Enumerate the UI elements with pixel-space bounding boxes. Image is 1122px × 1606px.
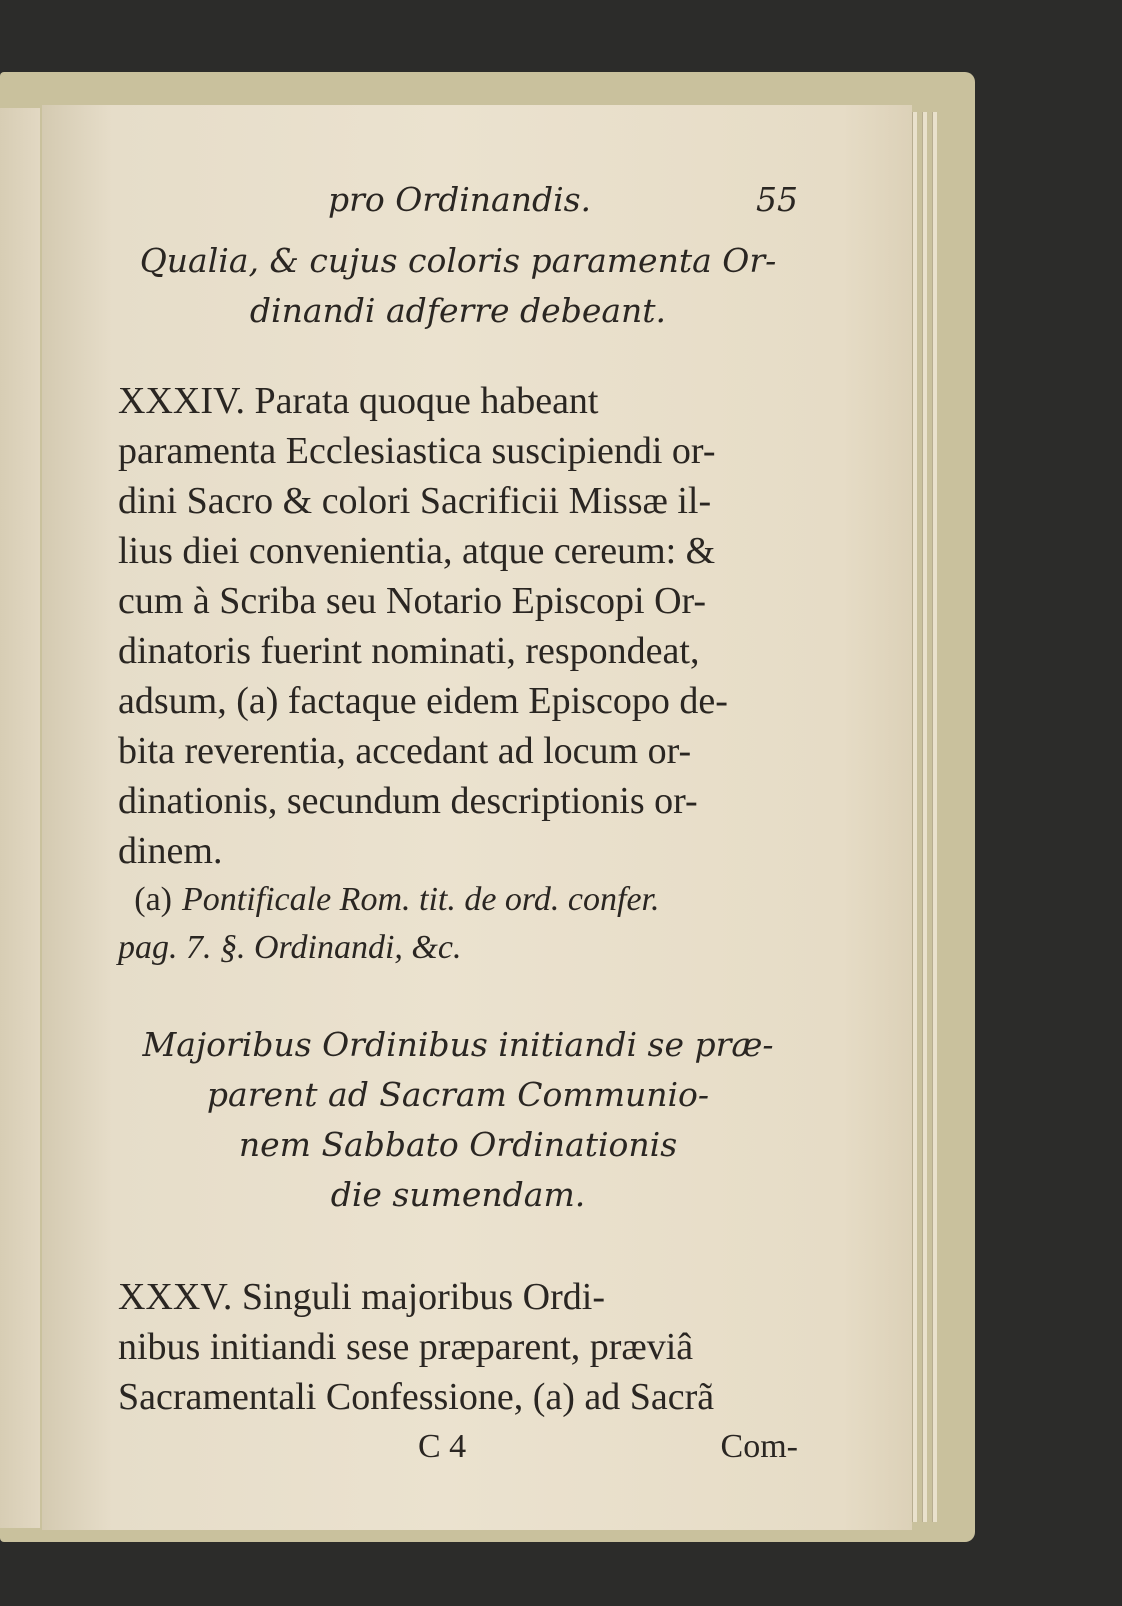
page-footer [118,1428,798,1478]
text-line: XXXIV. Parata quoque habeant [118,380,599,422]
text-line: lius diei convenientia, atque cereum: & [118,530,716,572]
heading-line: nem Sabbato Ordinationis [238,1125,678,1164]
page-edge-line [912,112,917,1522]
heading-line: parent ad Sacram Communio- [206,1075,710,1114]
text-line: bita reverentia, accedant ad locum or- [118,730,692,772]
text-line: cum à Scriba seu Notario Episcopi Or- [118,580,707,622]
text-line: dinem. [118,830,223,872]
text-line: adsum, (a) factaque eidem Episcopo de- [118,680,728,722]
page-edge-line [922,112,927,1522]
left-page-edge [0,108,40,1528]
footnote-line [118,924,798,972]
page-number: 55 [756,180,798,219]
page-header [118,180,798,230]
footnote [118,876,798,972]
paragraph-xxxiv [118,376,798,876]
text-line: dini Sacro & colori Sacrificii Missæ il- [118,480,712,522]
page-text [118,180,798,1478]
running-head: pro Ordinandis. [328,180,592,219]
text-line: Sacramentali Confessione, (a) ad Sacrã [118,1376,715,1418]
paragraph-xxxv [118,1272,798,1422]
signature-mark: C 4 [418,1428,467,1465]
section-heading [118,1020,798,1220]
page-edge-line [932,112,937,1522]
text-line: dinatoris fuerint nominati, respondeat, [118,630,700,672]
text-line: XXXV. Singuli majoribus Ordi- [118,1276,605,1318]
catchword: Com- [720,1428,798,1465]
text-line: paramenta Ecclesiastica suscipiendi or- [118,430,716,472]
heading-line: Qualia, & cujus coloris paramenta Or- [139,241,777,280]
footnote-text: pag. 7. §. Ordinandi, &c. [118,929,462,966]
heading-line: die sumendam. [330,1175,586,1214]
heading-line: Majoribus Ordinibus initiandi se præ- [142,1025,774,1064]
section-heading [118,236,798,336]
footnote-line [118,876,798,924]
heading-line: dinandi adferre debeant. [249,291,667,330]
text-line: nibus initiandi sese præparent, præviâ [118,1326,694,1368]
footnote-marker: (a) [134,881,172,918]
footnote-text: Pontificale Rom. tit. de ord. confer. [182,881,660,918]
text-line: dinationis, secundum descriptionis or- [118,780,698,822]
